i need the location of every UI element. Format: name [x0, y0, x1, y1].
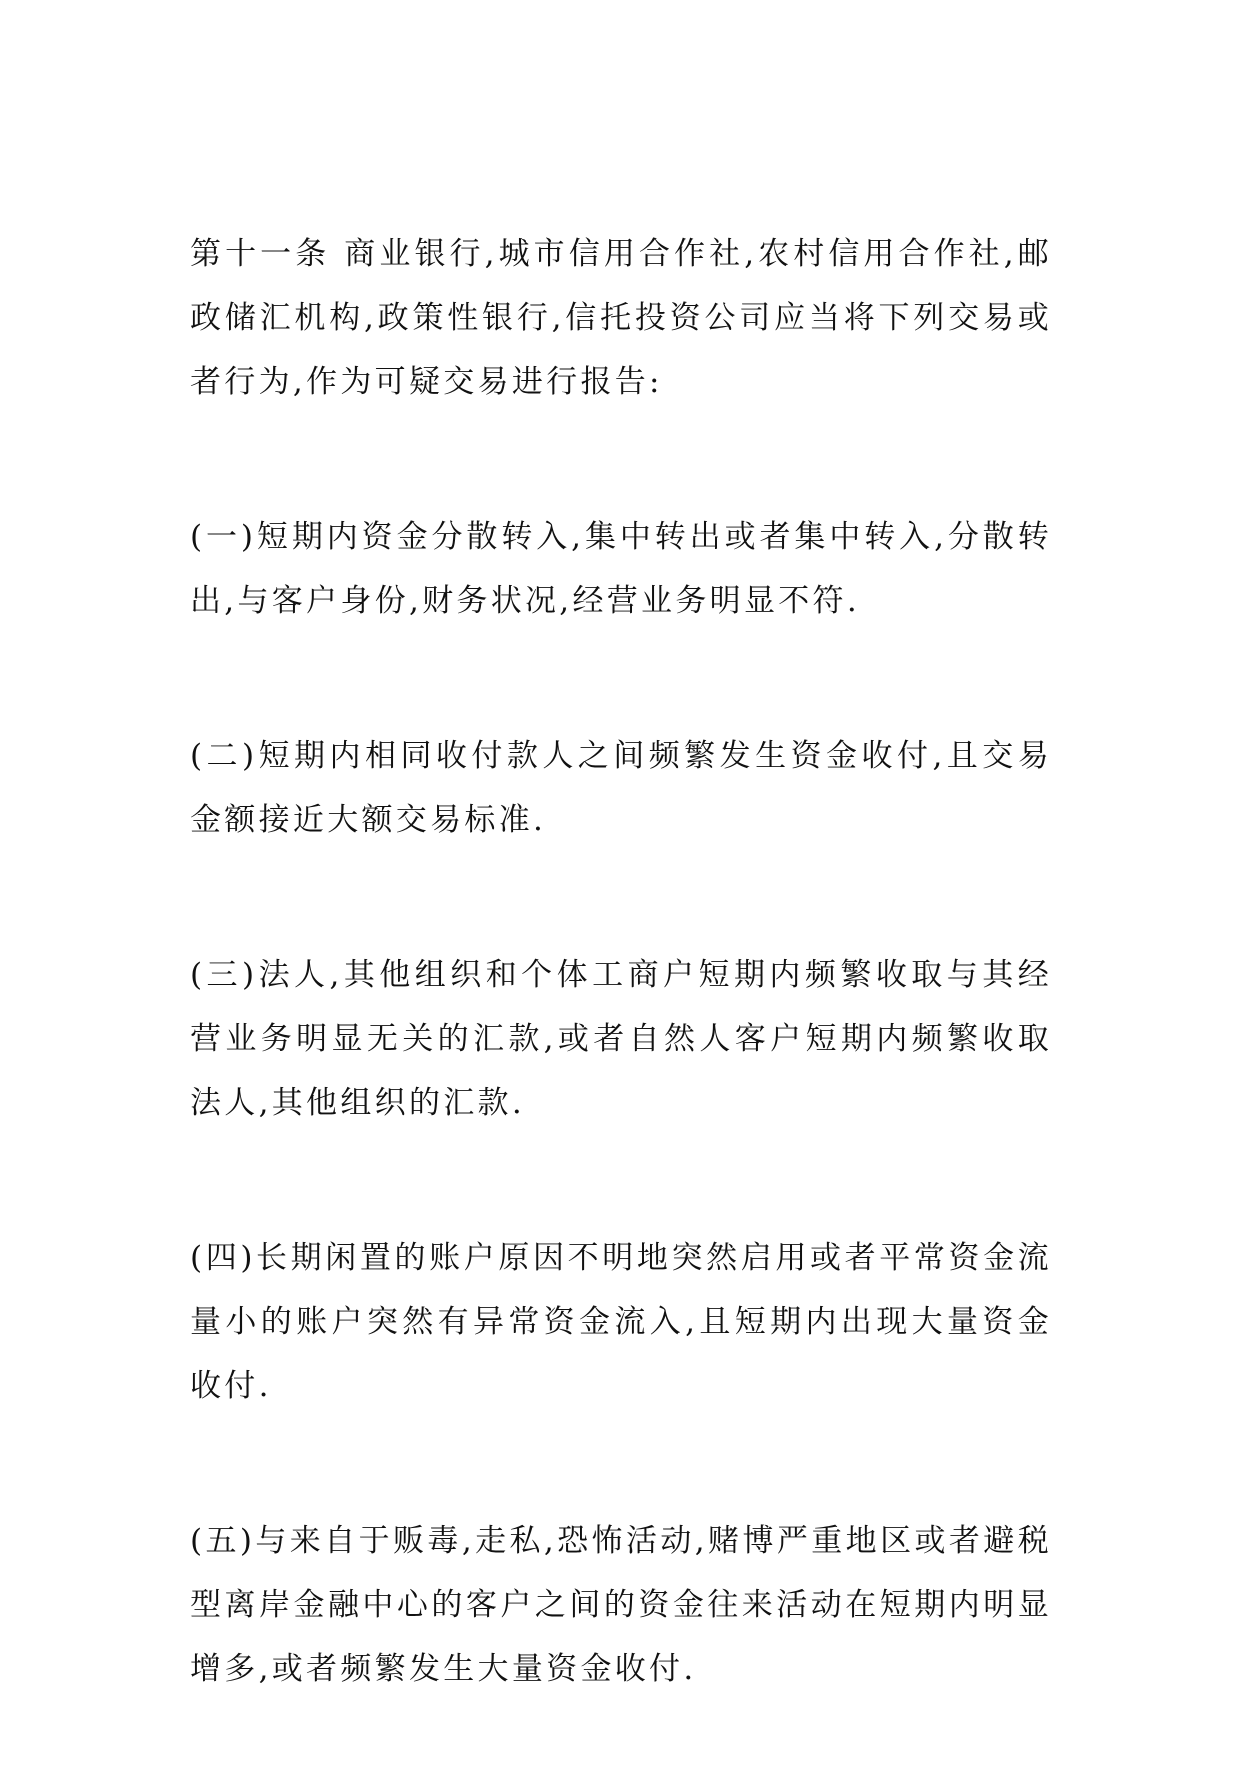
clause-1-paragraph: (一)短期内资金分散转入,集中转出或者集中转入,分散转出,与客户身份,财务状况,经营业务明显不符.: [190, 519, 1052, 619]
clause-4-paragraph: (四)长期闲置的账户原因不明地突然启用或者平常资金流量小的账户突然有异常资金流入,且短期内出现大量资金收付.: [190, 1240, 1052, 1404]
document-page: [190, 222, 1052, 1792]
clause-3-paragraph: (三)法人,其他组织和个体工商户短期内频繁收取与其经营业务明显无关的汇款,或者自然人客户短期内频繁收取法人,其他组织的汇款.: [190, 957, 1052, 1121]
article-heading-paragraph: 第十一条 商业银行,城市信用合作社,农村信用合作社,邮政储汇机构,政策性银行,信托投资公司应当将下列交易或者行为,作为可疑交易进行报告:: [190, 236, 1052, 400]
clause-5-paragraph: (五)与来自于贩毒,走私,恐怖活动,赌博严重地区或者避税型离岸金融中心的客户之间的资金往来活动在短期内明显增多,或者频繁发生大量资金收付.: [190, 1523, 1052, 1687]
clause-2-paragraph: (二)短期内相同收付款人之间频繁发生资金收付,且交易金额接近大额交易标准.: [190, 738, 1052, 838]
